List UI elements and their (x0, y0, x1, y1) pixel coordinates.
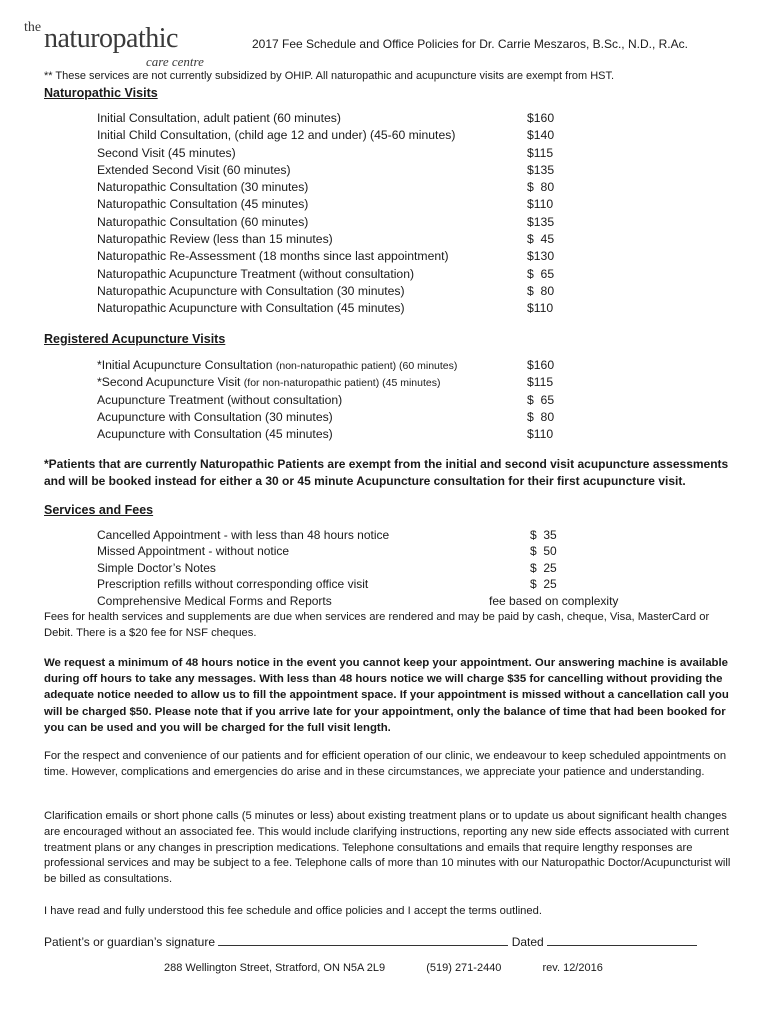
fee-label-note: (for non-naturopathic patient) (45 minutes) (243, 377, 441, 390)
fee-row (97, 593, 657, 609)
fee-label-text: Initial Consultation, adult patient (60 minutes) (97, 111, 341, 125)
fee-label-text: Prescription refills without corresponding office visit (97, 577, 369, 592)
fee-price: fee based on complexity (489, 593, 619, 608)
fee-label (97, 283, 405, 300)
fee-row (97, 266, 567, 283)
fee-row (97, 110, 567, 127)
fee-price: $ 50 (530, 544, 557, 559)
fee-label (97, 357, 457, 375)
fee-label-text: Naturopathic Acupuncture Treatment (without consultation) (97, 266, 415, 281)
fee-row (97, 543, 657, 559)
fee-price: $ 25 (530, 577, 557, 592)
services-fees-heading: Services and Fees (44, 503, 154, 517)
fee-label (97, 179, 308, 196)
fee-label-text: Naturopathic Acupuncture with Consultation (30 minutes) (97, 283, 405, 298)
fee-row (97, 162, 567, 179)
fee-label-text: Acupuncture Treatment (without consultation) (97, 392, 343, 407)
cancellation-policy: We request a minimum of 48 hours notice in the event you cannot keep your appointment. Our answering machine is available during off hours to take any messages. With less than 48 hours notice we will charge $35 for cancelling without providing the adequate notice needed to allow us to fill the appointment space. If your appointment is missed without a cancellation call you will be charged $50. Please note that if you arrive late for your appointment, only the balance of time that had been booked for you can be used and you will be charged for the full visit length. (44, 657, 729, 734)
fee-row (97, 196, 567, 213)
logo-subtitle: care centre (146, 54, 204, 69)
fee-row (97, 145, 567, 162)
dated-label: Dated (511, 935, 544, 949)
footer-address: 288 Wellington Street, Stratford, ON N5A 2L9 (164, 962, 386, 974)
logo-the: the (24, 20, 42, 35)
signature-label: Patient’s or guardian’s signature (44, 935, 215, 949)
fee-row (97, 409, 567, 426)
fee-label-text: Extended Second Visit (60 minutes) (97, 162, 291, 177)
signature-field[interactable] (218, 935, 508, 946)
fee-label-text: *Initial Acupuncture Consultation (97, 358, 276, 372)
fee-label (97, 266, 414, 283)
fee-row (97, 374, 567, 391)
fee-price: $115 (527, 145, 554, 160)
fee-row (97, 283, 567, 300)
fee-label-text: Second Visit (45 minutes) (97, 145, 236, 160)
fee-label (97, 392, 342, 409)
fee-price: $130 (527, 249, 555, 264)
fee-row (97, 576, 657, 592)
fee-row (97, 127, 567, 144)
footer-revision: rev. 12/2016 (542, 962, 603, 974)
naturopathic-visits-heading: Naturopathic Visits (44, 86, 158, 100)
fee-price: $110 (527, 301, 554, 316)
naturopathic-fee-list (97, 110, 567, 318)
fee-row (97, 300, 567, 317)
fee-label (97, 374, 440, 392)
fee-price: $ 35 (530, 528, 557, 542)
fee-row (97, 357, 567, 374)
respect-note: For the respect and convenience of our patients and for efficient operation of our clinic, we endeavour to keep scheduled appointments on time. However, complications and emergencies do arise and in these circumstances, we appreciate your patience and understanding. (44, 750, 727, 778)
fee-price: $135 (527, 162, 555, 177)
fee-row (97, 248, 567, 265)
fee-label-text: *Second Acupuncture Visit (97, 375, 244, 390)
fee-price: $ 65 (527, 392, 555, 407)
fee-label-text: Missed Appointment - without notice (97, 544, 290, 559)
fee-label (97, 527, 389, 543)
fee-label (97, 409, 333, 426)
fee-price: $ 80 (527, 409, 555, 424)
fee-label-text: Cancelled Appointment - with less than 48 hours notice (97, 528, 390, 542)
acupuncture-fee-list (97, 357, 567, 443)
fee-row (97, 392, 567, 409)
fee-row (97, 231, 567, 248)
logo-name: naturopathic (44, 23, 178, 54)
footer-phone: (519) 271-2440 (426, 962, 502, 974)
fee-row (97, 179, 567, 196)
fee-label-text: Naturopathic Acupuncture with Consultation (45 minutes) (97, 301, 405, 316)
fee-label-text: Naturopathic Consultation (30 minutes) (97, 180, 309, 195)
fee-label (97, 300, 405, 317)
fee-price: $ 25 (530, 560, 557, 575)
fee-label (97, 426, 333, 443)
naturopathic-patients-note: *Patients that are currently Naturopathic Patients are exempt from the initial and second visit acupuncture assessments and will be booked instead for either a 30 or 45 minute Acupuncture consultation for their first acupuncture visit. (44, 457, 729, 488)
fee-label (97, 196, 308, 213)
fee-price: $160 (527, 111, 555, 125)
fee-price: $110 (527, 427, 554, 442)
services-fee-list (97, 527, 657, 609)
footer (164, 962, 641, 974)
fee-price: $ 65 (527, 266, 555, 281)
acknowledgement: I have read and fully understood this fee schedule and office policies and I accept the terms outlined. (44, 905, 542, 917)
fee-row (97, 560, 657, 576)
fee-label (97, 127, 455, 144)
fee-label-text: Initial Child Consultation, (child age 12 and under) (45-60 minutes) (97, 128, 456, 143)
fee-label-text: Acupuncture with Consultation (30 minutes) (97, 409, 333, 424)
fee-label (97, 145, 236, 162)
fee-row (97, 527, 657, 543)
fee-price: $110 (527, 197, 554, 212)
fee-label (97, 110, 341, 127)
fee-price: $ 80 (527, 283, 555, 298)
fee-label (97, 543, 289, 559)
fee-label-note: (non-naturopathic patient) (60 minutes) (275, 360, 458, 372)
fee-label-text: Naturopathic Re-Assessment (18 months since last appointment) (97, 249, 449, 264)
fee-price: $135 (527, 214, 555, 229)
fee-label (97, 214, 308, 231)
fee-price: $140 (527, 128, 555, 143)
fee-label-text: Naturopathic Consultation (60 minutes) (97, 214, 309, 229)
fee-row (97, 426, 567, 443)
fee-label (97, 231, 333, 248)
fee-label (97, 560, 216, 576)
fee-label-text: Acupuncture with Consultation (45 minutes) (97, 427, 333, 442)
payment-note: Fees for health services and supplements are due when services are rendered and may be paid by cash, cheque, Visa, MasterCard or Debit. There is a $20 fee for NSF cheques. (44, 611, 710, 639)
date-field[interactable] (547, 935, 697, 946)
fee-price: $160 (527, 358, 555, 372)
signature-line (44, 935, 697, 949)
fee-label-text: Naturopathic Consultation (45 minutes) (97, 197, 309, 212)
fee-label-text: Comprehensive Medical Forms and Reports (97, 593, 332, 608)
fee-price: $ 45 (527, 232, 555, 247)
fee-row (97, 214, 567, 231)
fee-label-text: Simple Doctor’s Notes (97, 560, 216, 575)
clarification-note: Clarification emails or short phone calls (5 minutes or less) about existing treatment plans or to update us about significant health changes are encouraged without an associated fee. This would include clarifying instructions, reporting any new side effects associated with current treatment plans or any changes in prescription medications. Telephone consultations and emails that require lengthy responses are professional services and may be subject to a fee. Telephone calls of more than 10 minutes with our Naturopathic Doctor/Acupuncturist will be billed as consultations. (44, 810, 731, 886)
fee-label (97, 162, 291, 179)
document-title: 2017 Fee Schedule and Office Policies for Dr. Carrie Meszaros, B.Sc., N.D., R.Ac. (252, 37, 688, 51)
fee-price: $ 80 (527, 180, 555, 195)
fee-label-text: Naturopathic Review (less than 15 minutes) (97, 232, 333, 247)
fee-price: $115 (527, 375, 554, 390)
clinic-logo (24, 20, 224, 69)
fee-label (97, 576, 368, 592)
fee-label (97, 593, 332, 609)
acupuncture-visits-heading: Registered Acupuncture Visits (44, 332, 226, 346)
fee-label (97, 248, 449, 265)
ohip-note: ** These services are not currently subsidized by OHIP. All naturopathic and acupuncture visits are exempt from HST. (44, 70, 615, 82)
